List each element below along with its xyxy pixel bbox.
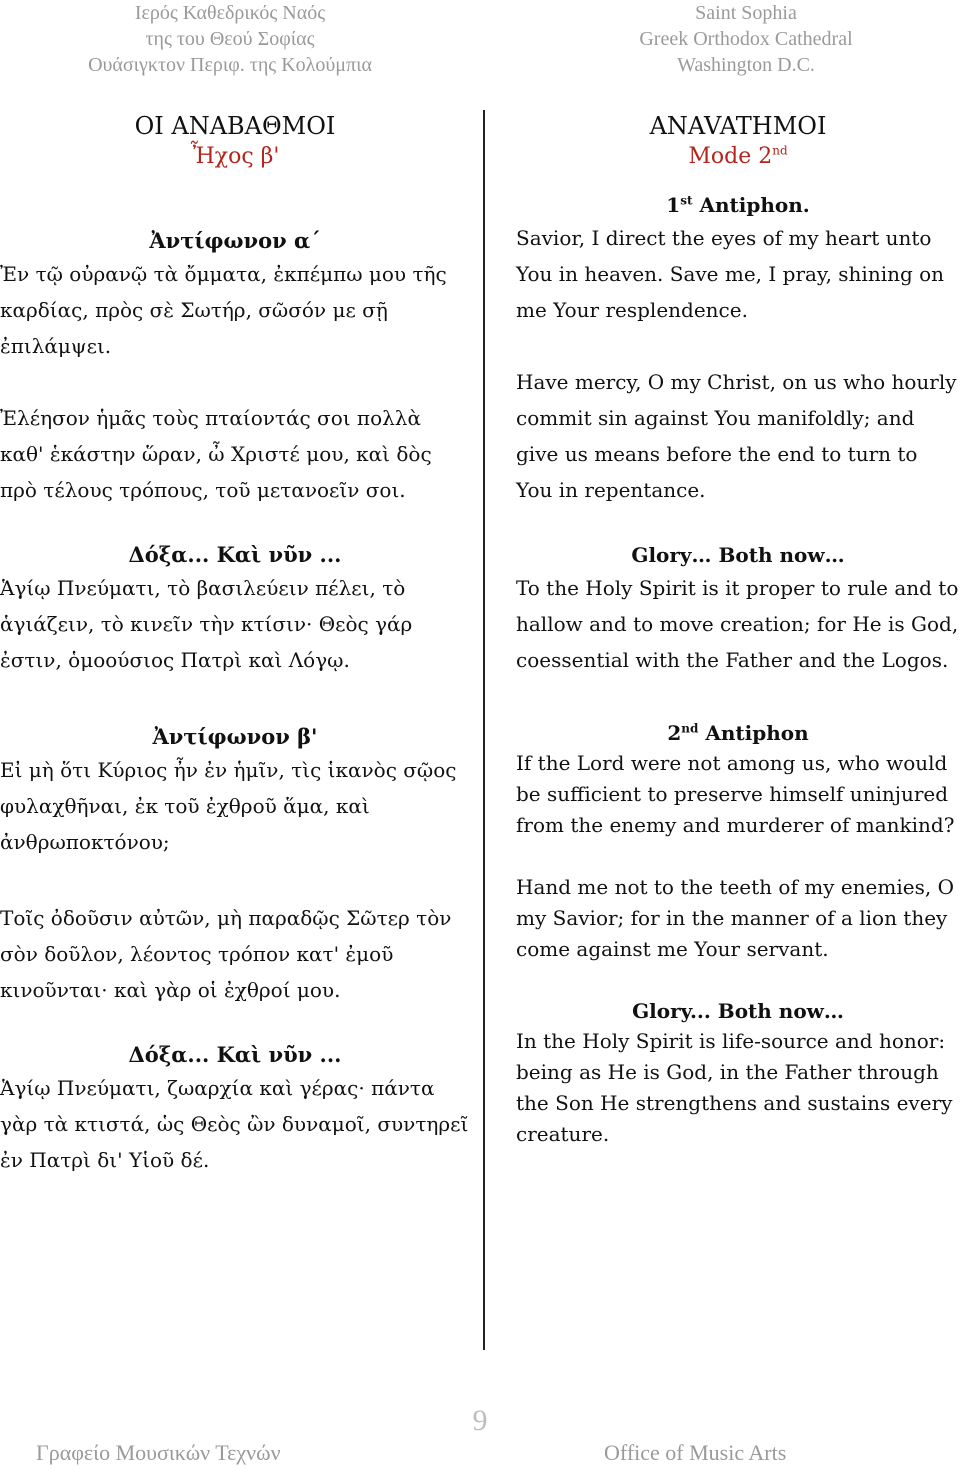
english-antiphon-2-verse-1: If the Lord were not among us, who would be sufficient to preserve himself uninjured from the enemy and murderer of mankind? [516,751,955,837]
header-right-line-2: Greek Orthodox Cathedral [639,28,853,50]
footer-left: Γραφείο Μουσικών Τεχνών [36,1440,281,1465]
page-number: 9 [472,1404,488,1437]
english-antiphon-1-heading [516,190,960,220]
english-antiphon-1-glory: Glory… Both now… [631,543,845,567]
column-divider [483,110,485,1350]
english-antiphon-1-number: 1 [666,193,681,217]
greek-antiphon-1-verse-2: Ἐλέησον ἡμᾶς τοὺς πταίοντάς σοι πολλὰ καθ' ἑκάστην ὥραν, ὦ Χριστέ μου, καὶ δὸς πρὸ τέλους τρόπους, τοῦ μετανοεῖν σοι. [0,406,432,502]
header-left-line-3: Ουάσιγκτον Περιφ. της Κολούμπια [88,54,372,76]
greek-antiphon-1-heading: Ἀντίφωνον α΄ [149,228,321,253]
header-right-line-1: Saint Sophia [695,2,797,24]
english-antiphon-2-heading [516,718,960,748]
english-mode [516,142,960,172]
english-antiphon-2-glory: Glory... Both now… [632,999,844,1023]
english-antiphon-2-suffix: nd [681,721,699,736]
header-left-line-2: της του Θεού Σοφίας [145,28,315,50]
footer-right: Office of Music Arts [604,1440,787,1465]
english-antiphon-2-verse-2: Hand me not to the teeth of my enemies, O my Savior; for in the manner of a lion they come against me Your servant. [516,875,954,961]
english-antiphon-2-verse-3: In the Holy Spirit is life-source and honor: being as He is God, in the Father through the Son He strengthens and sustains every creature. [516,1029,953,1146]
english-mode-text: Mode 2 [688,144,773,169]
english-antiphon-1-label: Antiphon. [692,193,810,217]
english-antiphon-2-number: 2 [667,721,682,745]
greek-antiphon-2-verse-1: Εἰ μὴ ὅτι Κύριος ἦν ἐν ἡμῖν, τὶς ἱκανὸς σῷος φυλαχθῆναι, ἐκ τοῦ ἐχθροῦ ἅμα, καὶ ἀνθρωποκτόνου; [0,758,457,854]
header-left [20,0,440,78]
english-antiphon-2-label: Antiphon [698,721,809,745]
greek-antiphon-2-glory: Δόξα... Καὶ νῦν ... [128,1042,342,1067]
english-title: ANAVATHMOI [649,112,827,140]
english-antiphon-1-verse-3: To the Holy Spirit is it proper to rule and to hallow and to move creation; for He is God, coessential with the Father and the Logos. [516,576,959,672]
greek-mode: Ἦχος β' [190,144,280,169]
greek-antiphon-2-verse-3: Ἁγίῳ Πνεύματι, ζωαρχία καὶ γέρας· πάντα γὰρ τὰ κτιστά, ὡς Θεὸς ὢν δυναμοῖ, συντηρεῖ ἐν Πατρὶ δι' Υἱοῦ δέ. [0,1076,469,1172]
english-column [516,110,960,1150]
header-right-line-3: Washington D.C. [677,54,815,76]
greek-antiphon-1-glory: Δόξα... Καὶ νῦν ... [128,542,342,567]
header-right [536,0,956,78]
greek-antiphon-1-verse-3: Ἁγίῳ Πνεύματι, τὸ βασιλεύειν πέλει, τὸ ἁγιάζειν, τὸ κινεῖν τὴν κτίσιν· Θεὸς γάρ ἐστιν, ὁμοούσιος Πατρὶ καὶ Λόγῳ. [0,576,413,672]
english-mode-suffix: nd [772,143,788,158]
english-antiphon-1-verse-1: Savior, I direct the eyes of my heart unto You in heaven. Save me, I pray, shining on me Your resplendence. [516,226,945,322]
greek-antiphon-1-verse-1: Ἐν τῷ οὐρανῷ τὰ ὄμματα, ἐκπέμπω μου τῆς καρδίας, πρὸς σὲ Σωτήρ, σῶσόν με σῇ ἐπιλάμψει. [0,262,447,358]
english-antiphon-1-suffix: st [680,193,693,208]
greek-antiphon-2-verse-2: Τοῖς ὀδοῦσιν αὐτῶν, μὴ παραδῷς Σῶτερ τὸν σὸν δοῦλον, λέοντος τρόπον κατ' ἐμοῦ κινοῦνται· καὶ γὰρ οἱ ἐχθροί μου. [0,906,452,1002]
greek-title: ΟΙ ΑΝΑΒΑΘΜΟΙ [134,112,336,140]
greek-column [0,110,470,1178]
greek-antiphon-2-heading: Ἀντίφωνον β' [152,724,318,749]
english-antiphon-1-verse-2: Have mercy, O my Christ, on us who hourly commit sin against You manifoldly; and give us means before the end to turn to You in repentance. [516,370,957,502]
header-left-line-1: Ιερός Καθεδρικός Ναός [134,2,326,24]
